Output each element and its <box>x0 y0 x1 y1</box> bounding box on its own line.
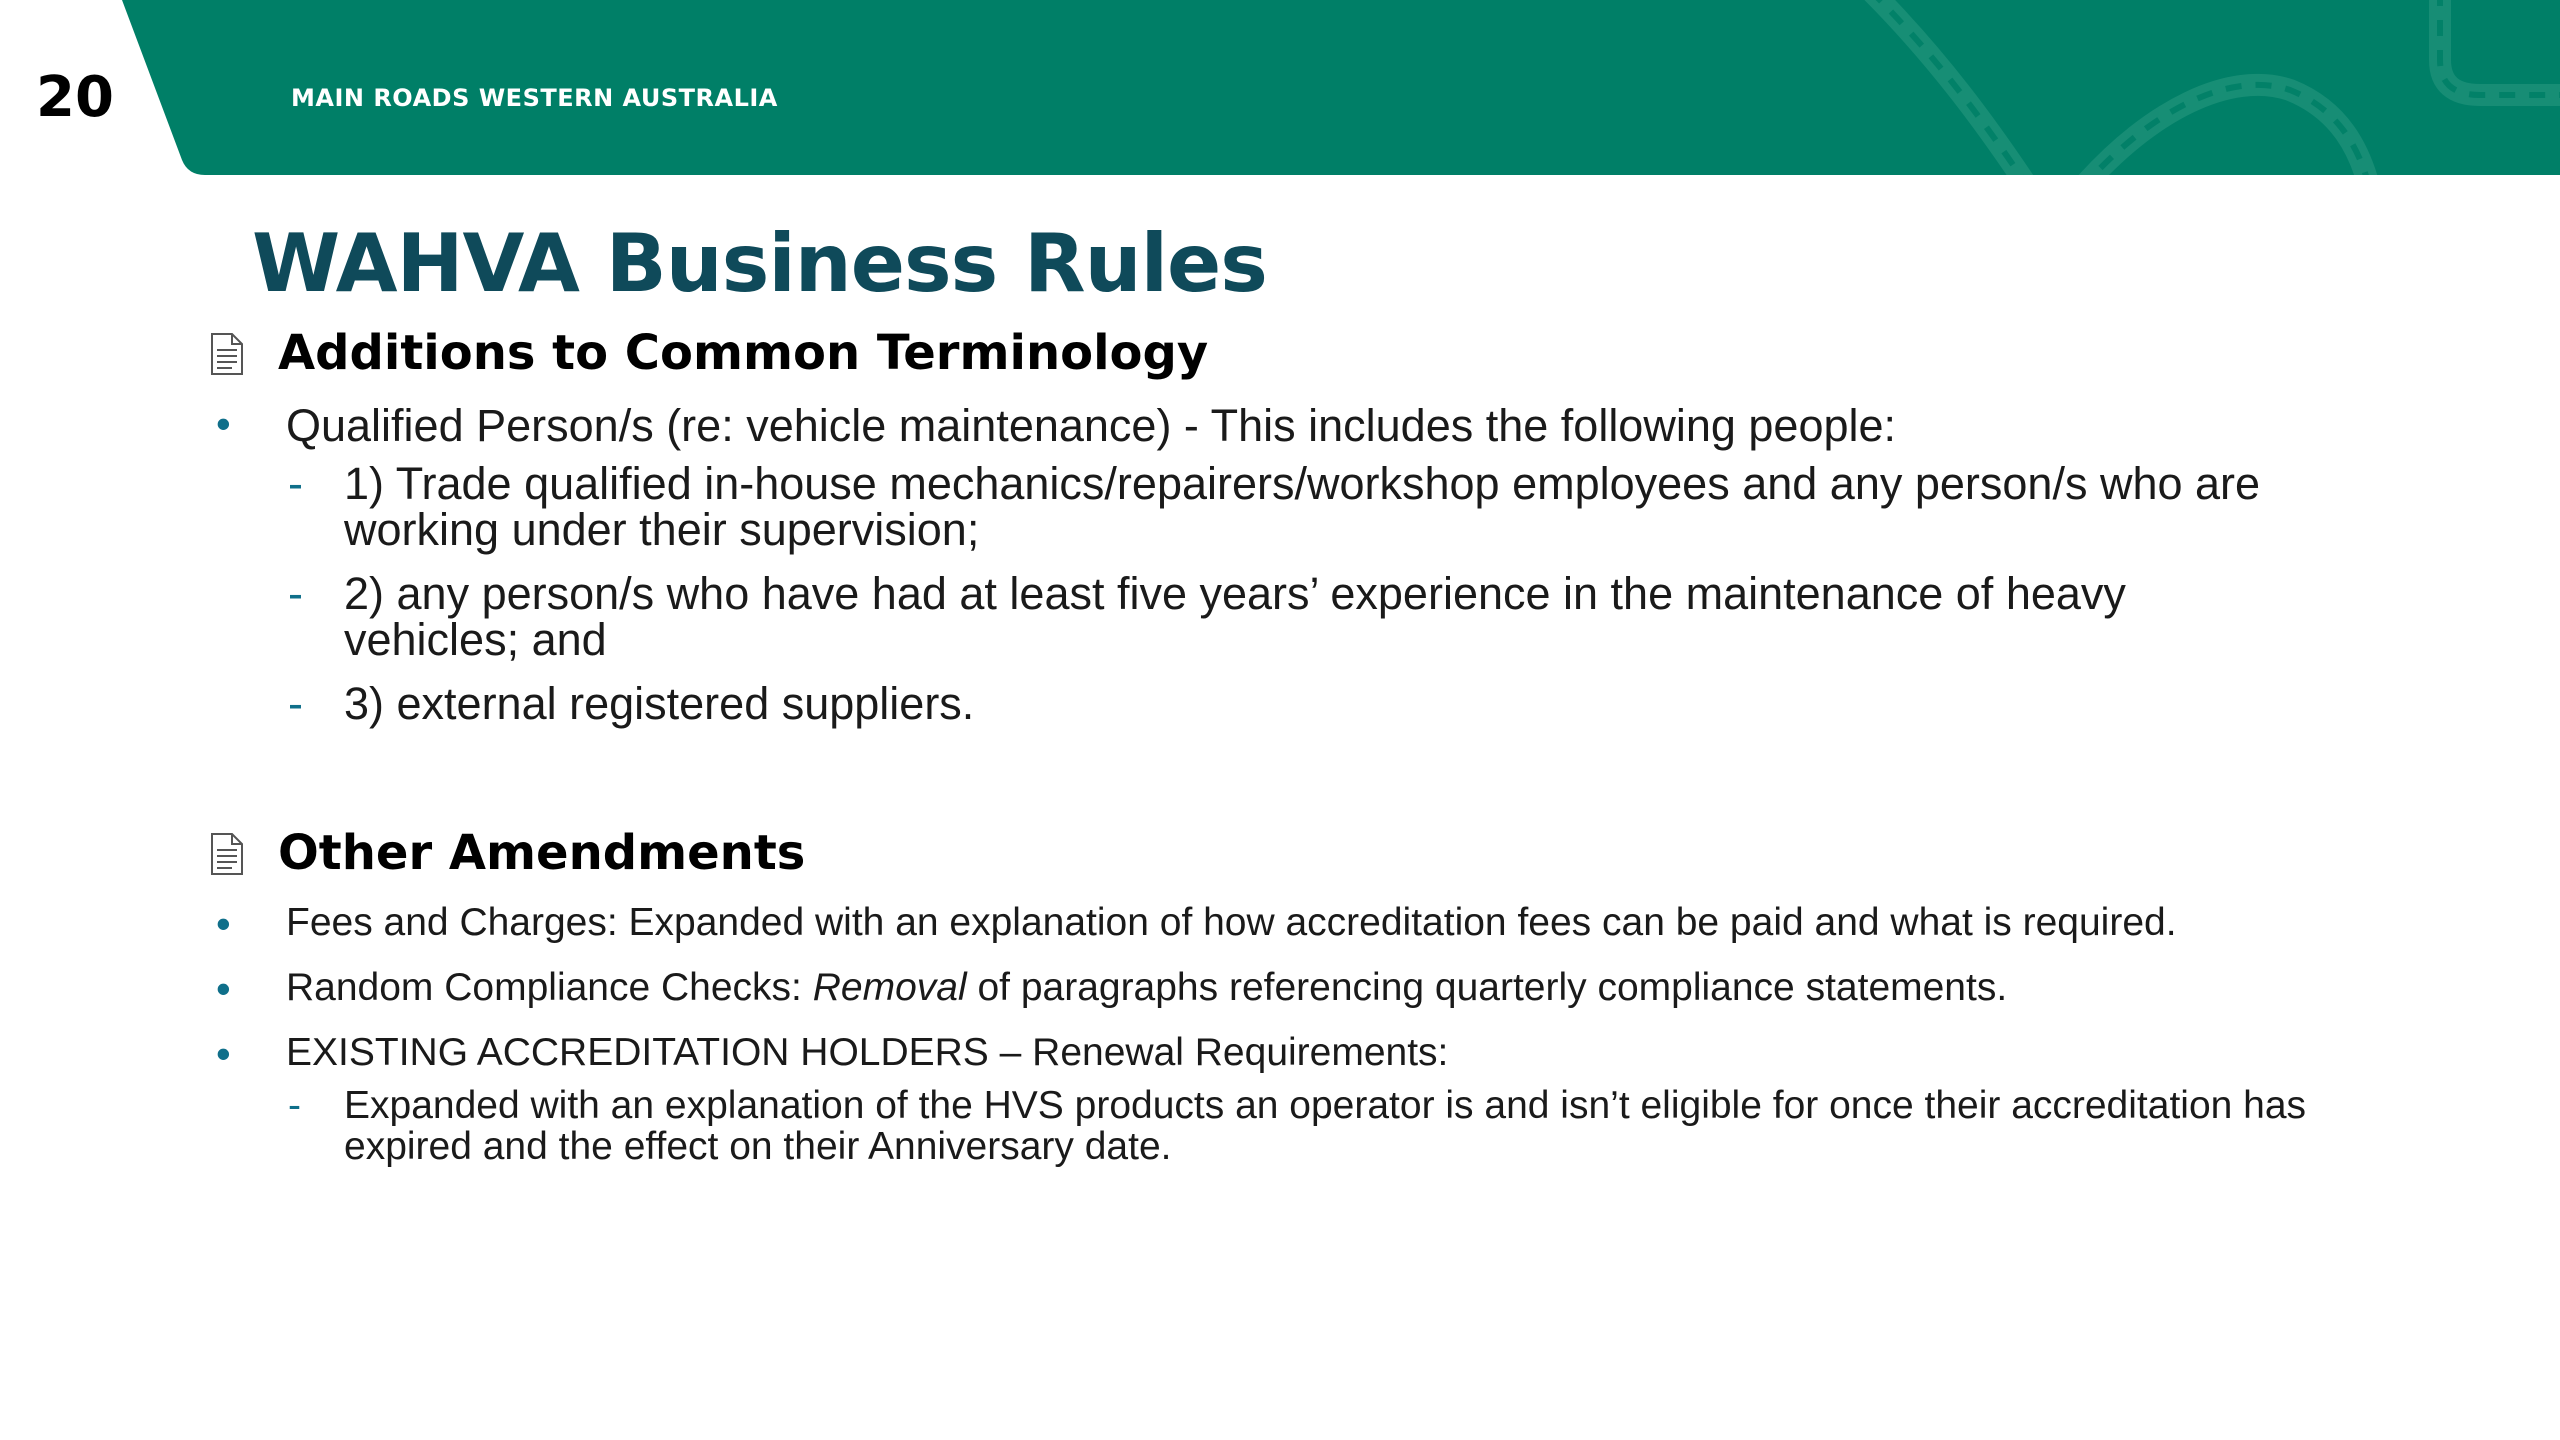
list-item <box>210 400 2310 729</box>
section-heading <box>210 826 2310 881</box>
section-heading <box>210 326 2310 381</box>
list-item <box>210 1030 2310 1168</box>
bullet-text: EXISTING ACCREDITATION HOLDERS – Renewal Requirements: <box>286 1031 1449 1075</box>
list-item <box>210 900 2310 948</box>
bullet-icon: • <box>216 400 231 448</box>
section-common-terminology <box>210 326 2310 751</box>
sub-item-text: 1) Trade qualified in-house mechanics/repairers/workshop employees and any person/s who are working under their supervision; <box>344 458 2261 555</box>
sub-list-item <box>286 677 2310 729</box>
bullet-text: Qualified Person/s (re: vehicle maintenance) - This includes the following people: <box>286 400 1897 452</box>
sub-list <box>286 1086 2310 1168</box>
bullet-list <box>210 400 2310 729</box>
sub-item-text: Expanded with an explanation of the HVS products an operator is and isn’t eligible for once their accreditation has expired and the effect on their Anniversary date. <box>344 1084 2307 1168</box>
bullet-list <box>210 900 2310 1168</box>
bullet-icon: • <box>216 965 231 1013</box>
bullet-text <box>286 968 2310 1009</box>
organization-name: MAIN ROADS WESTERN AUSTRALIA <box>291 84 778 112</box>
dash-icon: - <box>288 677 303 729</box>
section-heading-text: Other Amendments <box>278 825 806 881</box>
slide-number: 20 <box>36 65 114 130</box>
page-title: WAHVA Business Rules <box>252 217 1267 310</box>
bullet-text-part: Random Compliance Checks: <box>286 966 813 1010</box>
bullet-icon: • <box>216 900 231 948</box>
list-item <box>210 965 2310 1013</box>
dash-icon: - <box>288 567 303 619</box>
sub-list-item <box>286 567 2310 665</box>
bullet-icon: • <box>216 1030 231 1078</box>
sub-list-item <box>286 458 2310 555</box>
sub-item-text: 3) external registered suppliers. <box>344 677 975 729</box>
dash-icon: - <box>288 1084 301 1127</box>
bullet-text-emphasis: Removal <box>812 966 967 1010</box>
sub-list-item <box>286 1086 2310 1168</box>
sub-list <box>286 458 2310 729</box>
dash-icon: - <box>288 458 303 510</box>
bullet-text-part: of paragraphs referencing quarterly compliance statements. <box>966 966 2008 1010</box>
document-icon <box>210 332 244 376</box>
section-heading-text: Additions to Common Terminology <box>278 325 1209 381</box>
bullet-text: Fees and Charges: Expanded with an explanation of how accreditation fees can be paid and what is required. <box>286 901 2177 945</box>
section-other-amendments <box>210 826 2310 1192</box>
sub-item-text: 2) any person/s who have had at least five years’ experience in the maintenance of heavy vehicles; and <box>344 567 2126 665</box>
document-icon <box>210 832 244 876</box>
